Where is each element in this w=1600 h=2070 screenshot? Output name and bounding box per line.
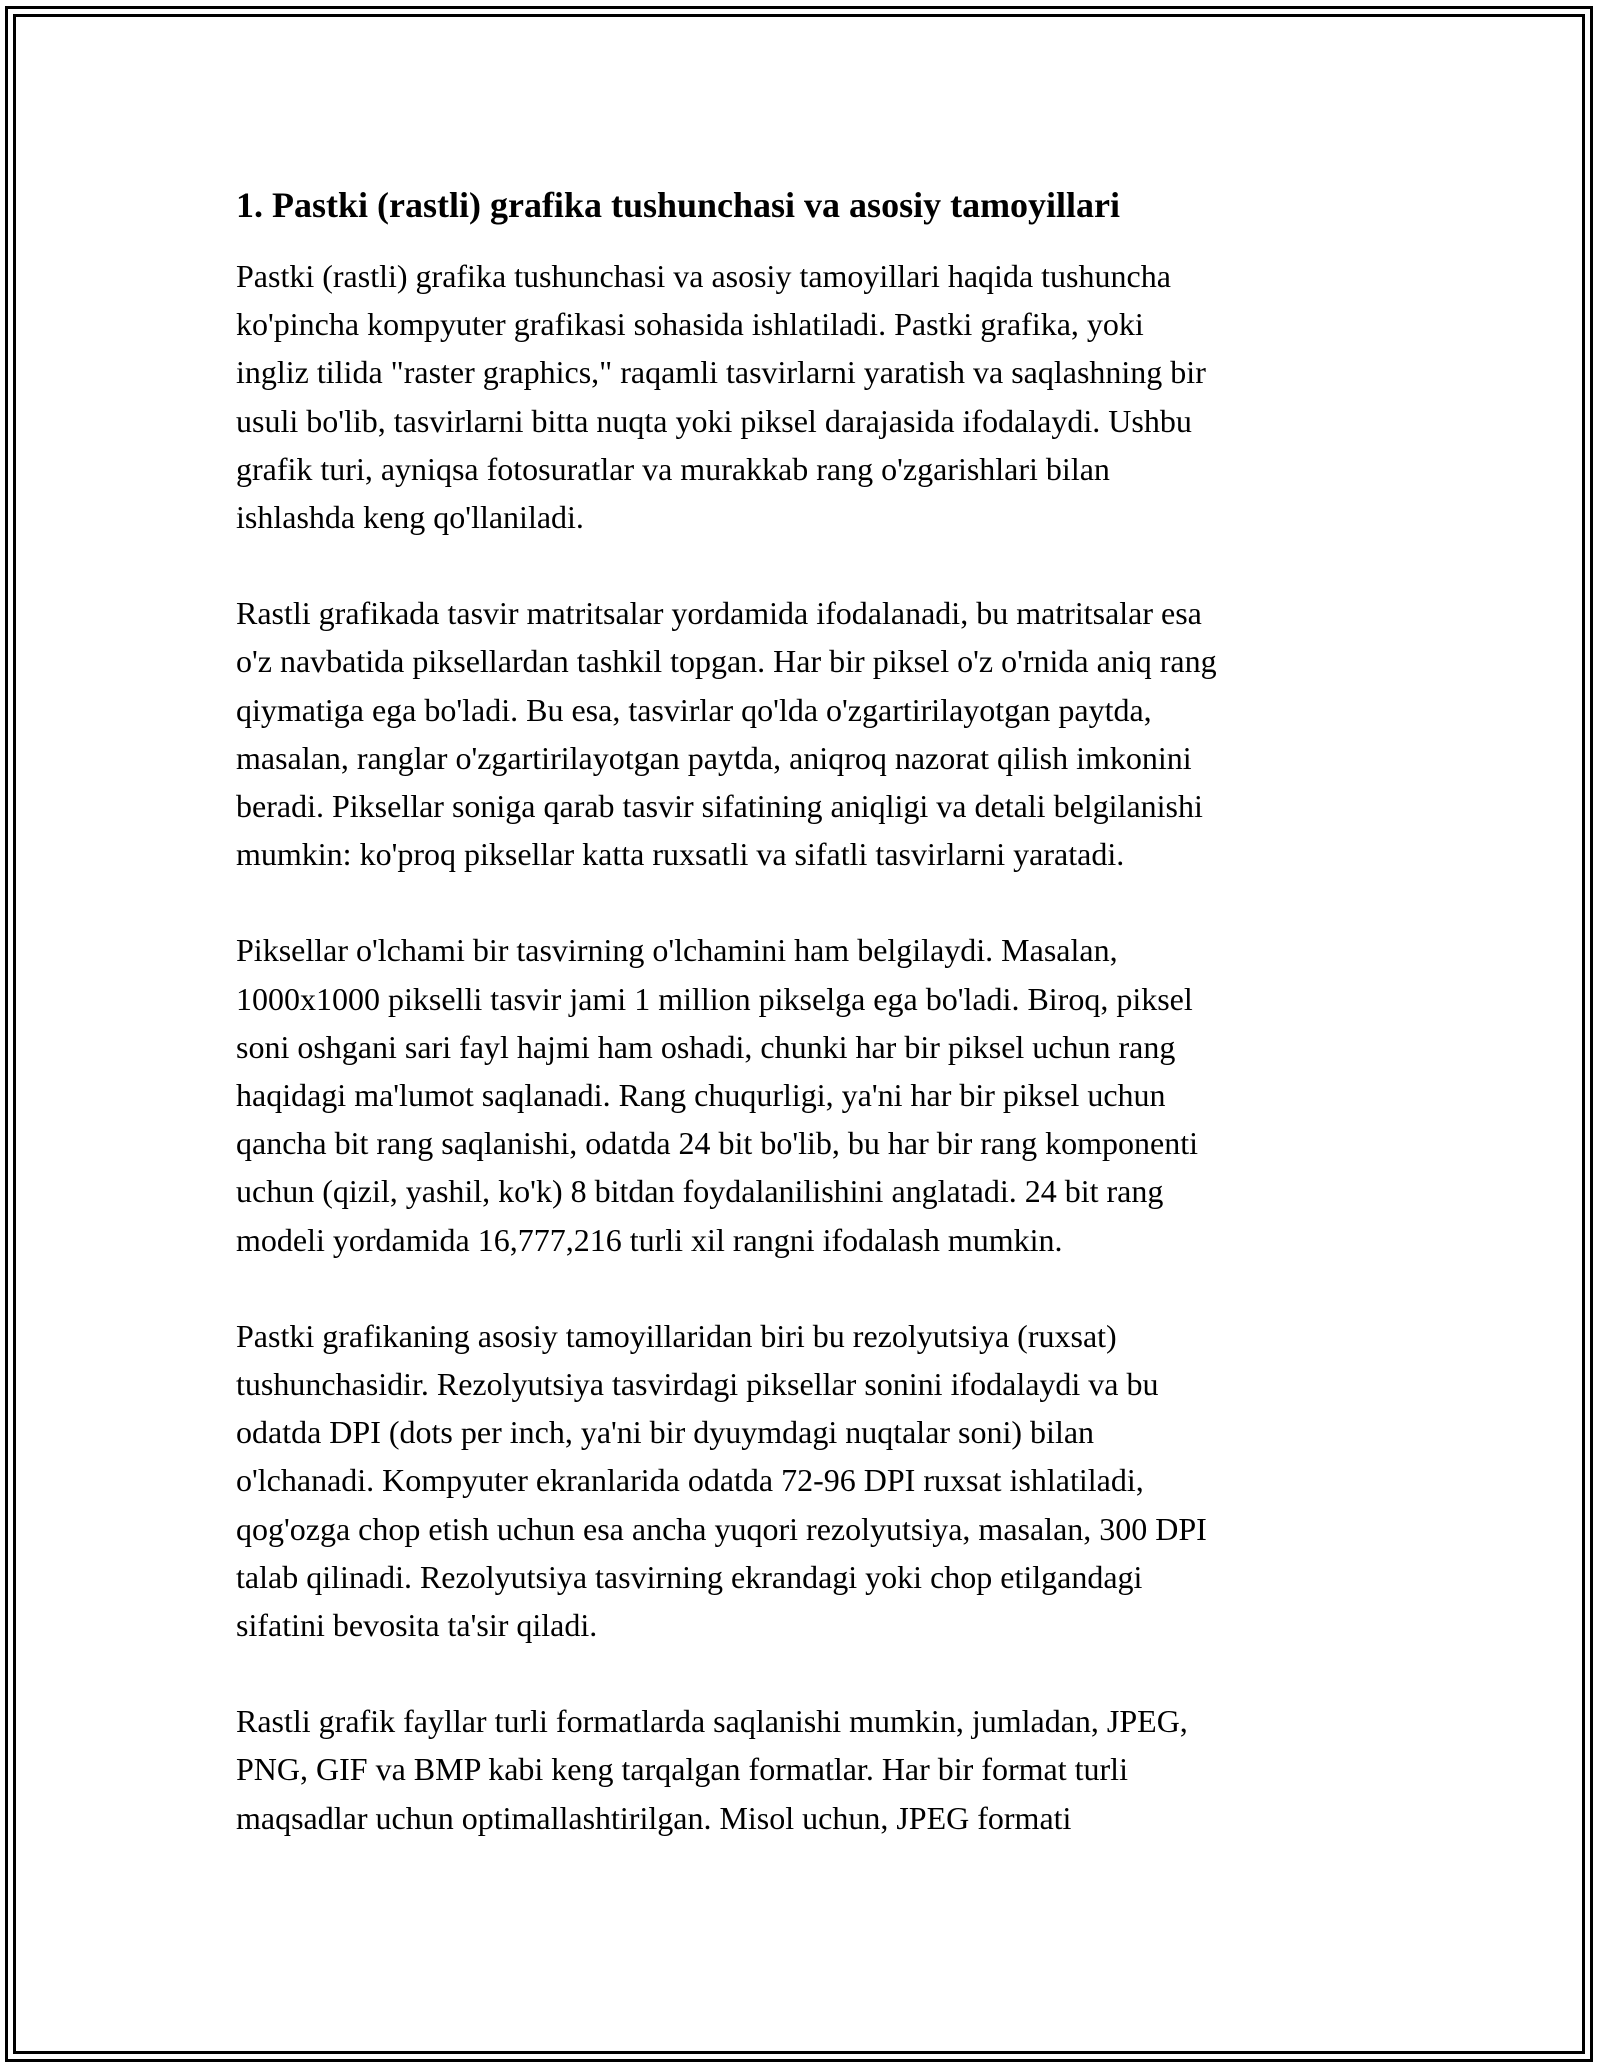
section-heading: 1. Pastki (rastli) grafika tushunchasi va asosiy tamoyillari bbox=[236, 185, 1121, 225]
paragraph-1: Pastki (rastli) grafika tushunchasi va asosiy tamoyillari haqida tushuncha ko'pincha kompyuter grafikasi sohasida ishlatiladi. Pastki grafika, yoki ingliz tilida "raster graphics," raqamli tasvirlarni yaratish va saqlashning bir usuli bo'lib, tasvirlarni bitta nuqta yoki piksel darajasida ifodalaydi. Ushbu grafik turi, ayniqsa fotosuratlar va murakkab rang o'zgarishlari bilan ishlashda keng qo'llaniladi. bbox=[236, 258, 1206, 536]
paragraph-5: Rastli grafik fayllar turli formatlarda saqlanishi mumkin, jumladan, JPEG, PNG, GIF va BMP kabi keng tarqalgan formatlar. Har bir format turli maqsadlar uchun optimallashtirilgan. Misol uchun, JPEG formati bbox=[236, 1703, 1188, 1836]
document-body bbox=[236, 182, 1376, 1890]
paragraph-2: Rastli grafikada tasvir matritsalar yordamida ifodalanadi, bu matritsalar esa o'z navbatida piksellardan tashkil topgan. Har bir piksel o'z o'rnida aniq rang qiymatiga ega bo'ladi. Bu esa, tasvirlar qo'lda o'zgartirilayotgan paytda, masalan, ranglar o'zgartirilayotgan paytda, aniqroq nazorat qilish imkonini beradi. Piksellar soniga qarab tasvir sifatining aniqligi va detali belgilanishi mumkin: ko'proq piksellar katta ruxsatli va sifatli tasvirlarni yaratadi. bbox=[236, 595, 1217, 873]
paragraph-4: Pastki grafikaning asosiy tamoyillaridan biri bu rezolyutsiya (ruxsat) tushunchasidir. Rezolyutsiya tasvirdagi piksellar sonini ifodalaydi va bu odatda DPI (dots per inch, ya'ni bir dyuymdagi nuqtalar soni) bilan o'lchanadi. Kompyuter ekranlarida odatda 72-96 DPI ruxsat ishlatiladi, qog'ozga chop etish uchun esa ancha yuqori rezolyutsiya, masalan, 300 DPI talab qilinadi. Rezolyutsiya tasvirning ekrandagi yoki chop etilgandagi sifatini bevosita ta'sir qiladi. bbox=[236, 1317, 1207, 1644]
paragraph-3: Piksellar o'lchami bir tasvirning o'lchamini ham belgilaydi. Masalan, 1000x1000 pikselli tasvir jami 1 million pikselga ega bo'ladi. Biroq, piksel soni oshgani sari fayl hajmi ham oshadi, chunki har bir piksel uchun rang haqidagi ma'lumot saqlanadi. Rang chuqurligi, ya'ni har bir piksel uchun qancha bit rang saqlanishi, odatda 24 bit bo'lib, bu har bir rang komponenti uchun (qizil, yashil, ko'k) 8 bitdan foydalanilishini anglatadi. 24 bit rang modeli yordamida 16,777,216 turli xil rangni ifodalash mumkin. bbox=[236, 932, 1198, 1258]
